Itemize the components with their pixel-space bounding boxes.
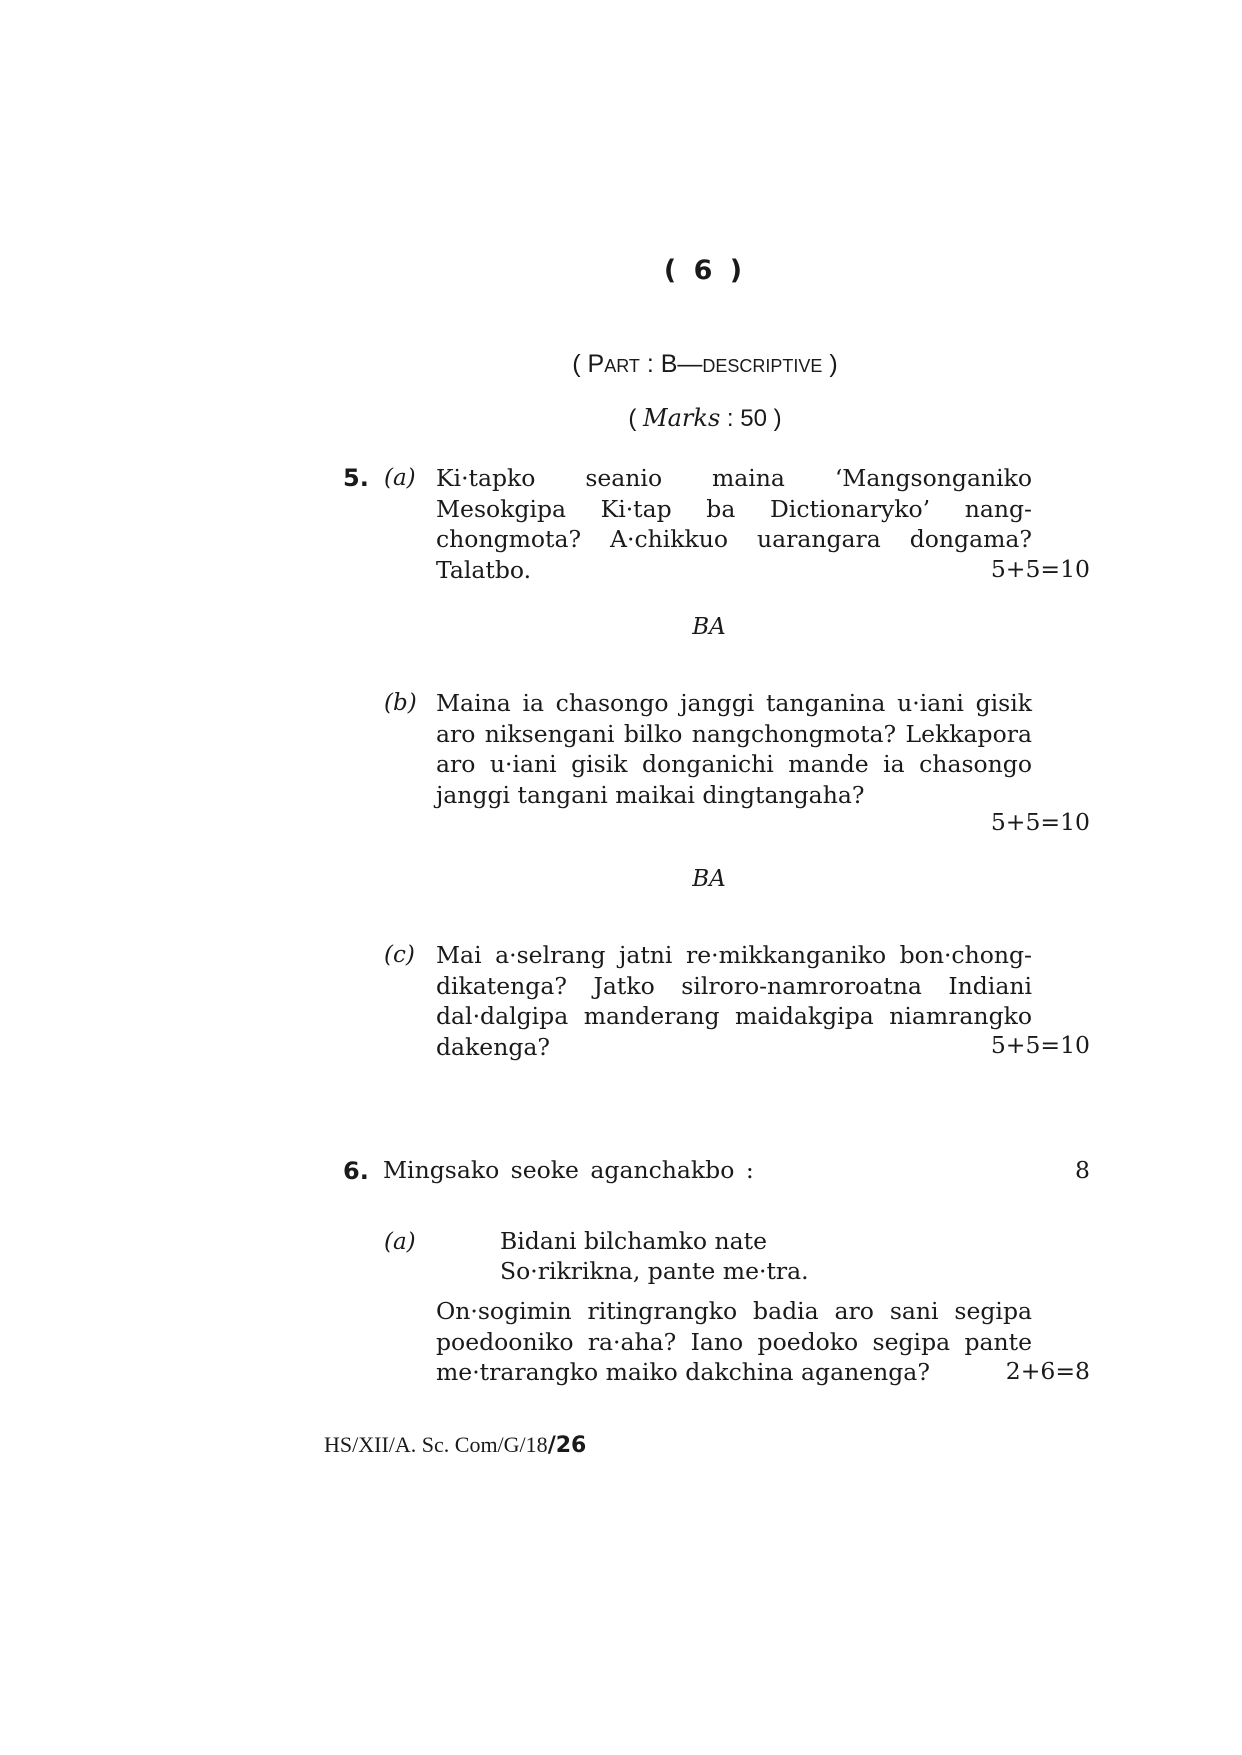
- marks-open: (: [628, 405, 644, 432]
- question-6a-label: (a): [384, 1229, 416, 1255]
- marks-value: : 50 ): [720, 405, 782, 432]
- question-5a-marks: 5+5=10: [990, 555, 1090, 583]
- marks-word: Marks: [643, 404, 721, 432]
- part-heading: [0, 350, 1242, 379]
- question-5c-marks: 5+5=10: [990, 1031, 1090, 1059]
- question-5-number: 5.: [343, 464, 369, 492]
- footer-code: [324, 1432, 586, 1458]
- question-6-marks: 8: [1075, 1156, 1090, 1184]
- question-6-prompt: Mingsako seoke aganchakbo :: [383, 1156, 754, 1184]
- page-number: ( 6 ): [663, 255, 747, 286]
- question-6a-marks: 2+6=8: [1005, 1357, 1090, 1385]
- poem-line-1: Bidani bilchamko nate: [500, 1227, 767, 1255]
- footer-code-text: HS/XII/A. Sc. Com/G/18: [324, 1432, 548, 1457]
- footer-sheet: /26: [547, 1433, 587, 1458]
- total-marks: [0, 404, 1242, 433]
- question-6-number: 6.: [343, 1157, 369, 1185]
- question-5b-label: (b): [384, 690, 417, 716]
- part-close: ): [822, 350, 838, 378]
- or-separator-2: BA: [692, 866, 726, 892]
- or-separator-1: BA: [692, 614, 726, 640]
- question-5a-label: (a): [384, 465, 416, 491]
- part-label: Part : B—descriptive: [587, 350, 823, 378]
- question-5c-label: (c): [384, 942, 415, 968]
- question-5b-marks: 5+5=10: [990, 808, 1090, 836]
- part-open: (: [572, 350, 588, 378]
- question-5b-text: Maina ia chasongo janggi tanganina u·iani gisik aro niksengani bilko nangchongmota? Lekkapora aro u·iani gisik donganichi mande ia chasongo janggi tangani maikai dingtangaha?: [436, 689, 1032, 809]
- question-6a-text: On·sogimin ritingrangko badia aro sani segipa poedooniko ra·aha? Iano poedoko segipa pante me·trarangko maiko dakchina aganenga?: [436, 1297, 1032, 1386]
- poem-line-2: So·rikrikna, pante me·tra.: [500, 1257, 809, 1285]
- question-5a-text: Ki·tapko seanio maina ‘Mangsonganiko Mesokgipa Ki·tap ba Dictionaryko’ nangchongmota? A·chikkuo uarangara dongama? Talatbo.: [436, 464, 1032, 584]
- question-5c-text: Mai a·selrang jatni re·mikkanganiko bon·chongdikatenga? Jatko silroro-namroroatna Indiani dal·dalgipa manderang maidakgipa niamrangko dakenga?: [436, 941, 1032, 1061]
